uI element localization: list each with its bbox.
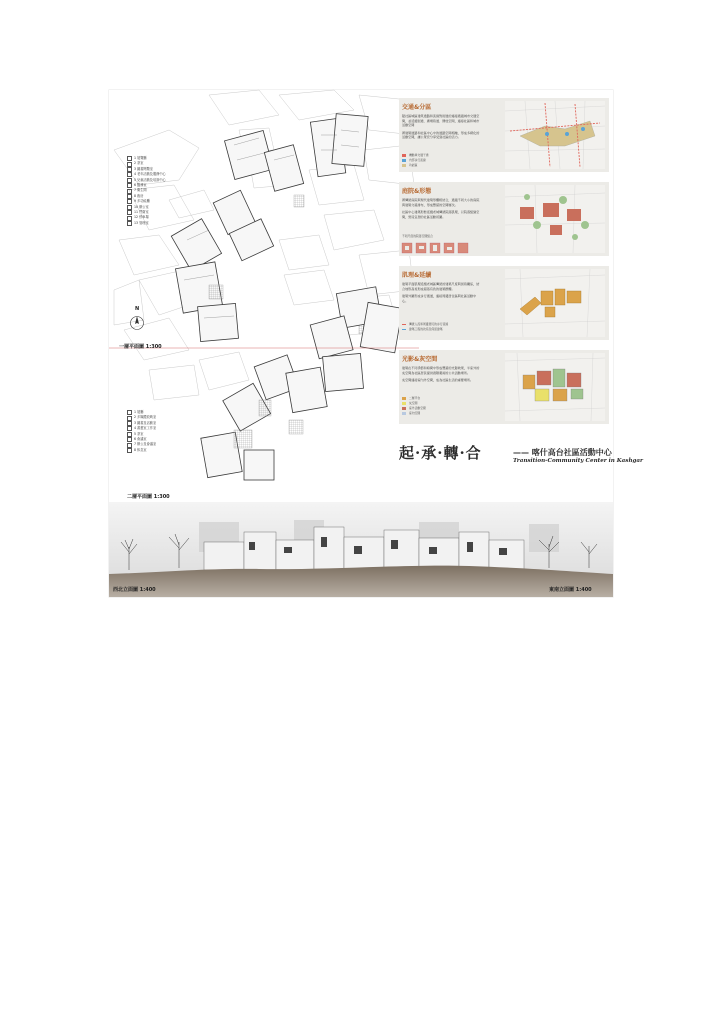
panel-paragraph: 將建築道路和社區中心中的道路空間相融，形成多樣化的活動空間，讓公眾充分享受到社區的活力。 [402,130,480,140]
ground-floor-legend [127,156,166,226]
legend-item: 9 多功能廳 [134,199,150,204]
panel-light-grey-space [399,350,609,424]
panel-legend [402,322,448,332]
elevation-label-southeast: 東南立面圖 1:400 [549,587,592,593]
legend-item: 8 休息室 [134,447,147,452]
elevation-label-northwest: 西北立面圖 1:400 [113,587,156,593]
elevation-drawing [109,502,613,597]
panel-texture-continuation [399,266,609,340]
panel-traffic-zoning [399,98,609,172]
panel-legend [402,234,433,239]
panel-paragraph: 灰空間連接室內外空間，成為社區生活的重要場所。 [402,378,474,383]
legend-item: 4 老年活動及服務中心 [134,172,166,177]
legend-item: 5 兒童活動及培訓中心 [134,177,166,182]
ground-floor-plan-label: 一層平面圖 1:300 [119,344,162,350]
legend-item: 內部步行流線 [409,158,426,162]
poster-sheet [109,90,643,597]
panel-paragraph: 社區中心建築形態延續老城傳統院落肌理，以院落組織空間，營造宜居的社區活動氛圍。 [402,210,480,219]
light-space-diagram [505,353,605,421]
panel-legend [402,396,426,416]
project-title: 起·承·轉·合 [399,444,482,462]
courtyard-diagram [505,185,605,253]
panel-title: 庭院&形態 [402,188,432,195]
panel-paragraph: 將傳統庭院與現代建築形體相結合，通過不同大小的庭院與建築交錯排布，形成豐富的空間層次。 [402,198,480,207]
panel-title: 光影&灰空間 [402,356,438,363]
legend-item: 3 圖書閱覽室 [134,166,153,171]
legend-item: 傳統人流和周邊居民的步行流線 [409,322,449,326]
legend-item: 機動車交通干道 [409,153,429,157]
texture-diagram [505,269,605,337]
elevation-strip [109,502,613,597]
panel-text [402,282,480,303]
legend-item: 12 停車場 [134,215,149,220]
panel-text [402,114,480,140]
legend-item: 13 管理室 [134,220,149,225]
legend-item: 室內空間 [409,411,421,415]
panel-courtyard-form [399,182,609,256]
legend-item: 室外活動空間 [409,406,426,410]
courtyard-types-icon [402,242,482,254]
panel-title: 交通&分區 [402,104,432,111]
legend-item: 8 廚房 [134,193,144,198]
panel-paragraph: 建築外圍形成步行通道，連接周邊居住區與社區活動中心。 [402,294,477,303]
legend-item: 建築工程的改造及保留建築 [409,327,443,331]
legend-item: 功能區 [409,163,418,167]
legend-item: 5 茶室 [134,431,144,436]
panel-title: 肌理&延續 [402,272,432,279]
traffic-diagram [505,101,605,169]
legend-item: 二層平台 [409,396,421,400]
upper-floor-legend [127,410,156,453]
legend-item: 1 展覽廳 [134,156,147,160]
project-title-english: Transition-Community Center in Kashgar [513,458,643,464]
legend-item: 6 醫務室 [134,183,147,188]
legend-item: 7 衛生間 [134,188,147,193]
north-arrow-icon [129,315,145,331]
panel-paragraph: 隨社區城區建筑道路和流線對街道的連接通過城市交通空間，並延續街道、廣場巷道、開放空間，連接社區和城市活動空間 [402,114,480,128]
panel-legend [402,153,429,168]
panel-text [402,366,480,383]
legend-item: 7 辦公及會議室 [134,442,157,447]
legend-item: 灰空間 [409,401,418,405]
upper-floor-plan-label: 二層平面圖 1:300 [127,494,170,500]
legend-item: 2 茶室 [134,161,144,166]
project-subtitle: —— 喀什高台社區活動中心 [513,448,612,457]
panel-paragraph: 建築在不同季節和時間中形成豐富的光影效果，半室外的灰空間為社區居民提供遮陽避雨的公共活動場所。 [402,366,480,375]
legend-item: 4 書畫室工作室 [134,426,157,431]
panel-text [402,198,480,219]
floor-plans [109,90,419,502]
north-label: N [135,306,140,312]
legend-item: 1 展廳 [134,410,144,414]
legend-item: 3 圖書及活動室 [134,420,157,425]
legend-item: 2 多媒體放映室 [134,415,157,420]
legend-item: 11 門衛室 [134,210,149,215]
legend-item: 10 辦公室 [134,204,149,209]
legend-item: 不同尺度的院落空間組合 [402,234,433,238]
panel-paragraph: 建築平面肌理延續老城區傳統的建築尺度與街巷關係，結合地形高差形成錯落有致的建築群體。 [402,282,480,291]
legend-item: 6 會議室 [134,437,147,442]
